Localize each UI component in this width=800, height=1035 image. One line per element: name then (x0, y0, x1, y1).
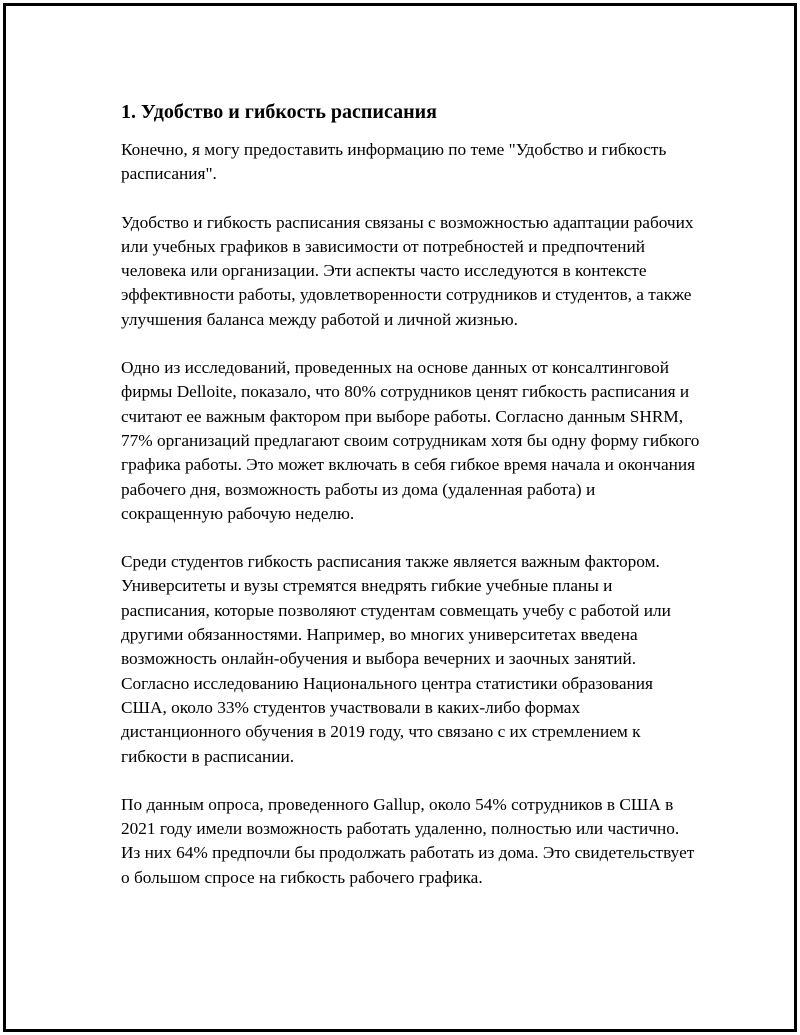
document-body (121, 98, 701, 890)
paragraph-definition: Удобство и гибкость расписания связаны с возможностью адаптации рабочих или учебных графиков в зависимости от потребностей и предпочтений человека или организации. Эти аспекты часто исследуются в контексте эффективности работы, удовлетворенности сотрудников и студентов, а также улучшения баланса между работой и личной жизнью. (121, 212, 694, 329)
page-frame (3, 3, 797, 1032)
paragraph-employees-research: Одно из исследований, проведенных на основе данных от консалтинговой фирмы Delloite, показало, что 80% сотрудников ценят гибкость расписания и считают ее важным фактором при выборе работы. Согласно данным SHRM, 77% организаций предлагают своим сотрудникам хотя бы одну форму гибкого графика работы. Это может включать в себя гибкое время начала и окончания рабочего дня, возможность работы из дома (удаленная работа) и сокращенную рабочую неделю. (121, 358, 700, 523)
paragraph-students: Среди студентов гибкость расписания также является важным фактором. Университеты и вузы стремятся внедрять гибкие учебные планы и расписания, которые позволяют студентам совмещать учебу с работой или другими обязанностями. Например, во многих университетах введена возможность онлайн-обучения и выбора вечерних и заочных занятий. Согласно исследованию Национального центра статистики образования США, около 33% студентов участвовали в каких-либо формах дистанционного обучения в 2019 году, что связано с их стремлением к гибкости в расписании. (121, 552, 671, 766)
section-heading: 1. Удобство и гибкость расписания (121, 101, 437, 123)
paragraph-gallup-survey: По данным опроса, проведенного Gallup, около 54% сотрудников в США в 2021 году имели возможность работать удаленно, полностью или частично. Из них 64% предпочли бы продолжать работать из дома. Это свидетельствует о большом спросе на гибкость рабочего графика. (121, 794, 695, 887)
paragraph-intro: Конечно, я могу предоставить информацию по теме "Удобство и гибкость расписания". (121, 140, 667, 184)
